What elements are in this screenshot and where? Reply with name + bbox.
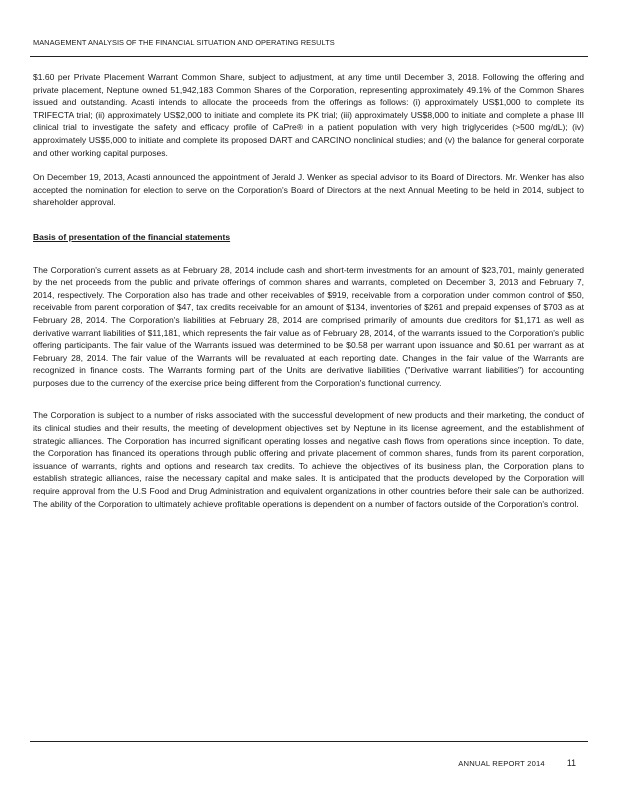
document-body [33, 71, 584, 510]
section-heading: Basis of presentation of the financial statements [33, 231, 231, 242]
footer-divider [30, 741, 588, 742]
page-header: MANAGEMENT ANALYSIS OF THE FINANCIAL SITUATION AND OPERATING RESULTS [33, 38, 335, 47]
paragraph-board-appointment: On December 19, 2013, Acasti announced the appointment of Jerald J. Wenker as special advisor to its Board of Directors. Mr. Wenker has also accepted the nomination for election to serve on the Corporation's Board of Directors at the next Annual Meeting to be held in 2014, subject to shareholder approval. [33, 172, 584, 208]
page-number: 11 [566, 758, 576, 768]
page-footer [458, 758, 576, 768]
paragraph-current-assets: The Corporation's current assets as at February 28, 2014 include cash and short-term investments for an amount of $23,701, mainly generated by the net proceeds from the public and private offerings of common shares and warrants, completed on December 3, 2013 and February 7, 2014, respectively. The Corporation also has trade and other receivables of $919, receivable from a corporation under common control of $50, receivable from parent corporation of $47, tax credits receivable for an amount of $134, inventories of $261 and prepaid expenses of $703 as at February 28, 2014. The Corporation's liabilities at February 28, 2014 are comprised primarily of amounts due creditors for $1,171 as well as derivative warrant liabilities of $11,181, which represents the fair value as of February 28, 2014, of the warrants issued to the Corporation's public offering participants. The fair value of the Warrants issued was determined to be $0.58 per warrant upon issuance and $0.61 per warrant as at February 28, 2014. The fair value of the Warrants will be revaluated at each reporting date. Changes in the fair value of the Warrants are recognized in finance costs. The Warrants forming part of the Units are derivative liabilities ("Derivative warrant liabilities") for accounting purposes due to the currency of the exercise price being different from the Corporation's functional currency. [33, 264, 584, 388]
header-divider [30, 56, 588, 57]
paragraph-risks: The Corporation is subject to a number of risks associated with the successful development of new products and their marketing, the conduct of its clinical studies and their results, the meeting of development objectives set by Neptune in its license agreement, and the establishment of strategic alliances. The Corporation has incurred significant operating losses and negative cash flows from operations since inception. To date, the Corporation has financed its operations through public offering and private placement of common shares, funds from its parent corporation, issuance of warrants, rights and options and research tax credits. To achieve the objectives of its business plan, the Corporation plans to establish strategic alliances, raise the necessary capital and make sales. It is anticipated that the products developed by the Corporation will require approval from the U.S Food and Drug Administration and equivalent organizations in other countries before their sale can be authorized. The ability of the Corporation to ultimately achieve profitable operations is dependent on a number of factors outside of the Corporation's control. [33, 410, 584, 509]
paragraph-private-placement: $1.60 per Private Placement Warrant Common Share, subject to adjustment, at any time until December 3, 2018. Following the offering and private placement, Neptune owned 51,942,183 Common Shares of the Corporation, representing approximately 49.1% of the Common Shares issued and outstanding. Acasti intends to allocate the proceeds from the offerings as follows: (i) approximately US$1,000 to complete its TRIFECTA trial; (ii) approximately US$2,000 to initiate and complete its PK trial; (iii) approximately US$8,000 to initiate and complete a phase III clinical trial to investigate the safety and efficacy profile of CaPre® in a patient population with very high triglycerides (>500 mg/dL); (iv) approximately US$5,000 to initiate and complete its proposed DART and CARCINO nonclinical studies; and (v) the balance for general corporate and other working capital purposes. [33, 72, 584, 158]
footer-report-label: ANNUAL REPORT 2014 [458, 759, 545, 768]
